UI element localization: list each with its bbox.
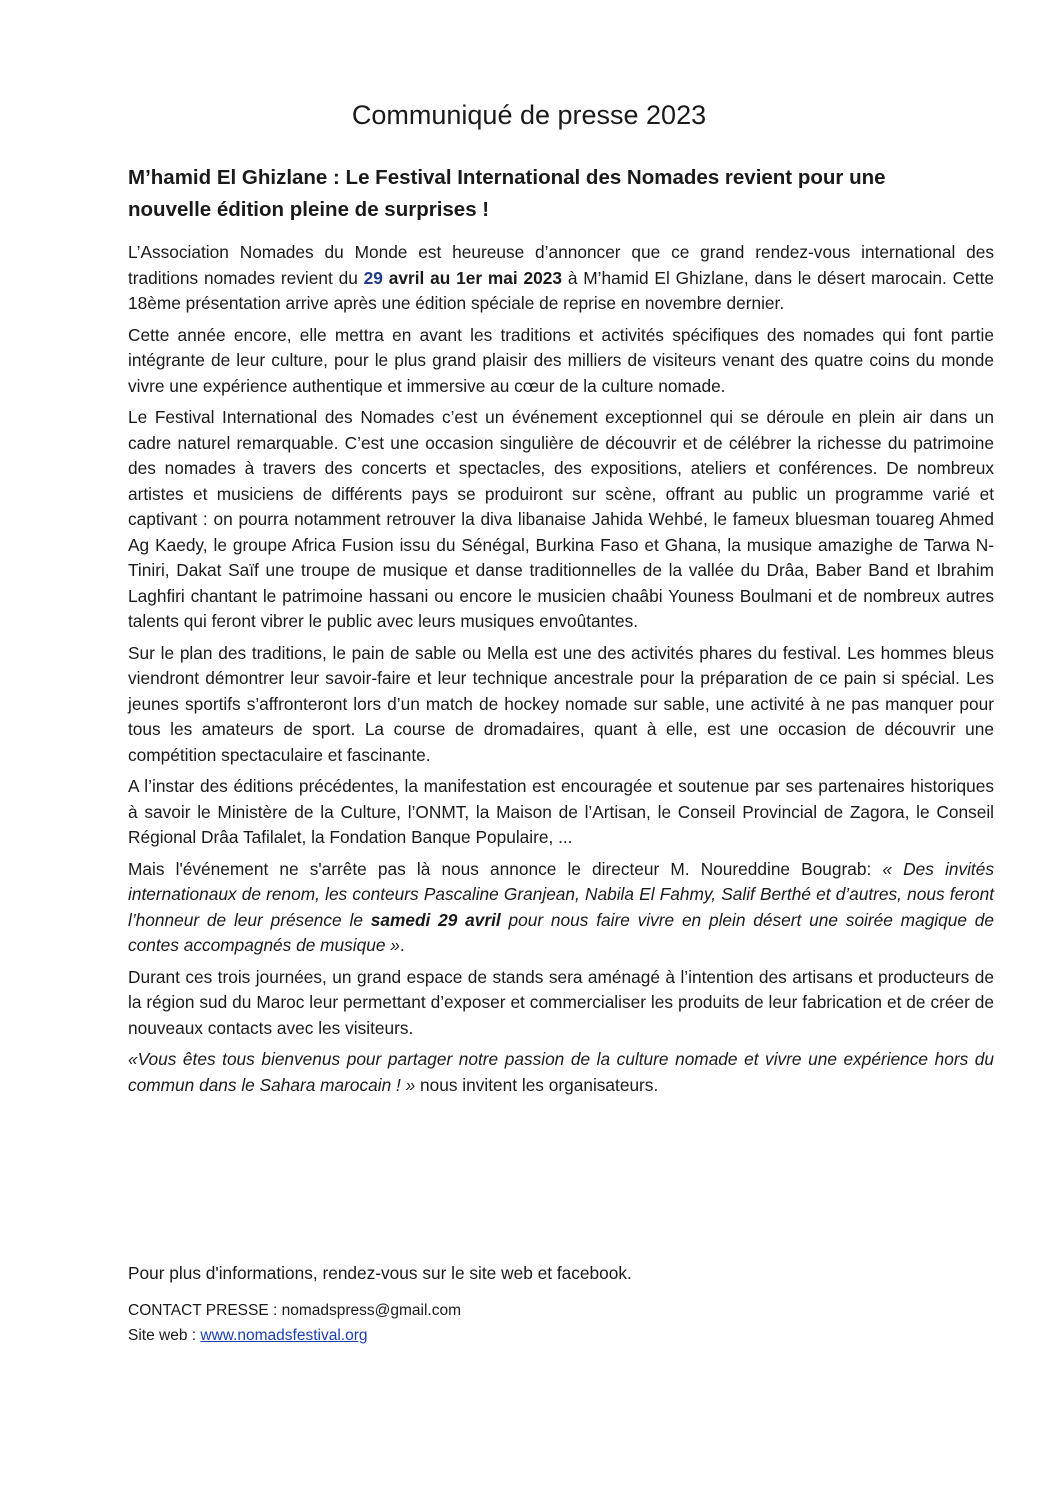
page-subtitle: M’hamid El Ghizlane : Le Festival International des Nomades revient pour une nouvelle édition pleine de surprises ! [128,166,886,221]
paragraph-activities: Sur le plan des traditions, le pain de sable ou Mella est une des activités phares du festival. Les hommes bleus viendront démontrer leur savoir-faire et leur technique ancestrale pour la préparation de ce pain si spécial. Les jeunes sportifs s’affronteront lors d’un match de hockey nomade sur sable, une activité à ne pas manquer pour tous les amateurs de sport. La course de dromadaires, quant à elle, est une occasion de découvrir une compétition spectaculaire et fascinante. [128,642,994,765]
paragraph-text: nous invitent les organisateurs. [415,1074,659,1095]
website-line [128,1327,994,1345]
paragraph-stands: Durant ces trois journées, un grand espace de stands sera aménagé à l’intention des artisans et producteurs de la région sud du Maroc leur permettant d’exposer et commercialiser les produits de leur fabrication et de créer de nouveaux contacts avec les visiteurs. [128,966,994,1038]
director-quote-part2: pour nous faire vivre en plein désert une soirée magique de contes accompagnés de musique » [128,909,995,955]
contact-email: nomadspress@gmail.com [281,1302,462,1319]
paragraph-director-quote [128,857,994,959]
website-label: Site web : [128,1327,201,1344]
page-title: Communiqué de presse 2023 [351,100,707,130]
date-range-highlight: avril au 1er mai 2023 [382,267,562,288]
storytelling-date: samedi 29 avril [370,909,501,930]
website-link[interactable]: www.nomadsfestival.org [200,1327,368,1344]
paragraph-text: à M’hamid El Ghizlane, dans le désert marocain. Cette 18ème présentation arrive après une édition spéciale de reprise en novembre dernier. [128,267,994,313]
paragraph-text: . [399,935,405,955]
paragraph-text: Mais l'événement ne s'arrête pas là nous annonce le directeur M. Noureddine Bougrab: [128,858,883,879]
article-body [128,240,994,1104]
paragraph-organizers-quote [128,1047,994,1098]
paragraph-traditions: Cette année encore, elle mettra en avant les traditions et activités spécifiques des nomades qui font partie intégrante de leur culture, pour le plus grand plaisir des milliers de visiteurs venant des quatre coins du monde vivre une expérience authentique et immersive au cœur de la culture nomade. [128,324,994,396]
date-day-highlight: 29 [363,267,383,288]
press-contact [128,1302,994,1320]
footer [128,1263,994,1352]
paragraph-festival-program: Le Festival International des Nomades c’est un événement exceptionnel qui se déroule en plein air dans un cadre naturel remarquable. C’est une occasion singulière de découvrir et de célébrer la richesse du patrimoine des nomades à travers des concerts et spectacles, des expositions, ateliers et conférences. De nombreux artistes et musiciens de différents pays se produiront sur scène, offrant au public un programme varié et captivant : on pourra notamment retrouver la diva libanaise Jahida Wehbé, le fameux bluesman touareg Ahmed Ag Kaedy, le groupe Africa Fusion issu du Sénégal, Burkina Faso et Ghana, la musique amazighe de Tarwa N-Tiniri, Dakat Saïf une troupe de musique et danse traditionnelles de la vallée du Drâa, Baber Band et Ibrahim Laghfiri chantant le patrimoine hassani ou encore le musicien chaâbi Youness Boulmani et de nombreux autres talents qui feront vibrer le public avec leurs musiques envoûtantes. [128,407,994,631]
more-info-text: Pour plus d'informations, rendez-vous sur le site web et facebook. [128,1263,632,1283]
organizers-quote: «Vous êtes tous bienvenus pour partager notre passion de la culture nomade et vivre une expérience hors du commun dans le Sahara marocain ! » [128,1049,994,1095]
contact-label: CONTACT PRESSE : [128,1302,282,1319]
paragraph-partners: A l’instar des éditions précédentes, la manifestation est encouragée et soutenue par ses partenaires historiques à savoir le Ministère de la Culture, l’ONMT, la Maison de l’Artisan, le Conseil Provincial de Zagora, le Conseil Régional Drâa Tafilalet, la Fondation Banque Populaire, ... [128,776,994,847]
director-quote-part1: « Des invités internationaux de renom, les conteurs Pascaline Granjean, Nabila El Fahmy, Salif Berthé et d’autres, nous feront l’honneur de leur présence le [128,858,994,930]
paragraph-text: L’Association Nomades du Monde est heureuse d’annoncer que ce grand rendez-vous international des traditions nomades revient du [128,242,994,288]
paragraph-announcement [128,240,994,317]
